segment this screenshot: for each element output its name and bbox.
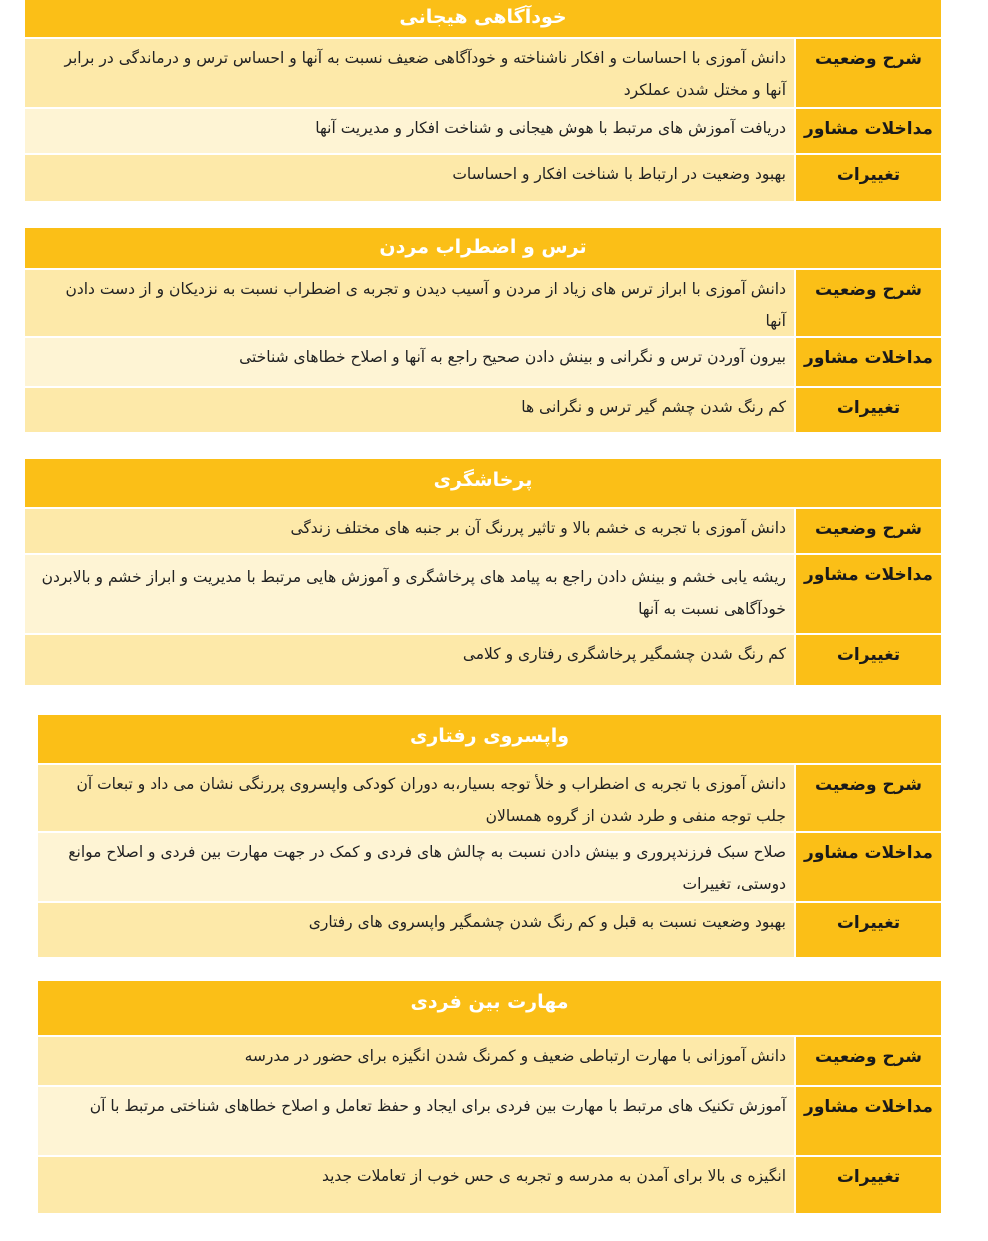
section-fear-of-death <box>25 228 941 432</box>
row-label-situation: شرح وضعیت <box>794 39 941 107</box>
row-situation <box>25 39 941 109</box>
row-content-changes: انگیزه ی بالا برای آمدن به مدرسه و تجربه ی حس خوب از تعاملات جدید <box>38 1157 794 1213</box>
section-title: پرخاشگری <box>25 459 941 509</box>
row-label-interventions: مداخلات مشاور <box>794 555 941 633</box>
section-emotional-self-awareness <box>25 0 941 201</box>
row-content-interventions: بیرون آوردن ترس و نگرانی و بینش دادن صحیح راجع به آنها و اصلاح خطاهای شناختی <box>25 338 794 386</box>
row-changes <box>38 1157 941 1213</box>
row-content-interventions: صلاح سبک فرزندپروری و بینش دادن نسبت به چالش های فردی و کمک در جهت مهارت بین فردی و اصلاح موانع دوستی، تغییرات <box>38 833 794 901</box>
row-changes <box>25 155 941 201</box>
row-interventions <box>38 833 941 903</box>
row-content-interventions: دریافت آموزش های مرتبط با هوش هیجانی و شناخت افکار و مدیریت آنها <box>25 109 794 153</box>
row-interventions <box>25 109 941 155</box>
row-situation <box>25 270 941 338</box>
row-content-situation: دانش آموزی با ابراز ترس های زیاد از مردن و آسیب دیدن و تجربه ی اضطراب نسبت به نزدیکان و از دست دادن آنها <box>25 270 794 336</box>
row-label-interventions: مداخلات مشاور <box>794 1087 941 1155</box>
row-changes <box>25 635 941 685</box>
row-content-interventions: آموزش تکنیک های مرتبط با مهارت بین فردی برای ایجاد و حفظ تعامل و اصلاح خطاهای شناختی مرتبط با آن <box>38 1087 794 1155</box>
row-content-changes: کم رنگ شدن چشم گیر ترس و نگرانی ها <box>25 388 794 432</box>
row-content-situation: دانش آموزی با تجربه ی خشم بالا و تاثیر پررنگ آن بر جنبه های مختلف زندگی <box>25 509 794 553</box>
section-title: واپسروی رفتاری <box>38 715 941 765</box>
row-content-situation: دانش آموزی با تجربه ی اضطراب و خلأ توجه بسیار،به دوران کودکی واپسروی پررنگی نشان می داد و تبعات آن جلب توجه منفی و طرد شدن از گروه همسالان <box>38 765 794 831</box>
row-label-changes: تغییرات <box>794 155 941 201</box>
row-label-interventions: مداخلات مشاور <box>794 338 941 386</box>
row-label-situation: شرح وضعیت <box>794 1037 941 1085</box>
row-situation <box>25 509 941 555</box>
row-content-changes: کم رنگ شدن چشمگیر پرخاشگری رفتاری و کلامی <box>25 635 794 685</box>
row-content-changes: بهبود وضعیت در ارتباط با شناخت افکار و احساسات <box>25 155 794 201</box>
row-content-changes: بهبود وضعیت نسبت به قبل و کم رنگ شدن چشمگیر واپسروی های رفتاری <box>38 903 794 957</box>
row-content-interventions: ریشه یابی خشم و بینش دادن راجع به پیامد های پرخاشگری و آموزش هایی مرتبط با مدیریت و ابراز خشم و بالابردن خودآگاهی نسبت به آنها <box>25 555 794 633</box>
row-label-interventions: مداخلات مشاور <box>794 833 941 901</box>
row-interventions <box>25 555 941 635</box>
row-label-changes: تغییرات <box>794 635 941 685</box>
row-content-situation: دانش آموزی با احساسات و افکار ناشناخته و خودآگاهی ضعیف نسبت به آنها و احساس ترس و درماندگی در برابر آنها و مختل شدن عملکرد <box>25 39 794 107</box>
section-title: خودآگاهی هیجانی <box>25 0 941 39</box>
section-aggression <box>25 459 941 685</box>
row-changes <box>25 388 941 432</box>
section-interpersonal-skill <box>38 981 941 1213</box>
row-interventions <box>38 1087 941 1157</box>
section-behavioral-regression <box>38 715 941 957</box>
row-situation <box>38 1037 941 1087</box>
row-changes <box>38 903 941 957</box>
row-situation <box>38 765 941 833</box>
row-label-interventions: مداخلات مشاور <box>794 109 941 153</box>
row-label-situation: شرح وضعیت <box>794 509 941 553</box>
row-label-changes: تغییرات <box>794 903 941 957</box>
section-title: مهارت بین فردی <box>38 981 941 1037</box>
row-label-situation: شرح وضعیت <box>794 270 941 336</box>
section-title: ترس و اضطراب مردن <box>25 228 941 270</box>
row-interventions <box>25 338 941 388</box>
row-content-situation: دانش آموزانی با مهارت ارتباطی ضعیف و کمرنگ شدن انگیزه برای حضور در مدرسه <box>38 1037 794 1085</box>
row-label-situation: شرح وضعیت <box>794 765 941 831</box>
row-label-changes: تغییرات <box>794 1157 941 1213</box>
row-label-changes: تغییرات <box>794 388 941 432</box>
